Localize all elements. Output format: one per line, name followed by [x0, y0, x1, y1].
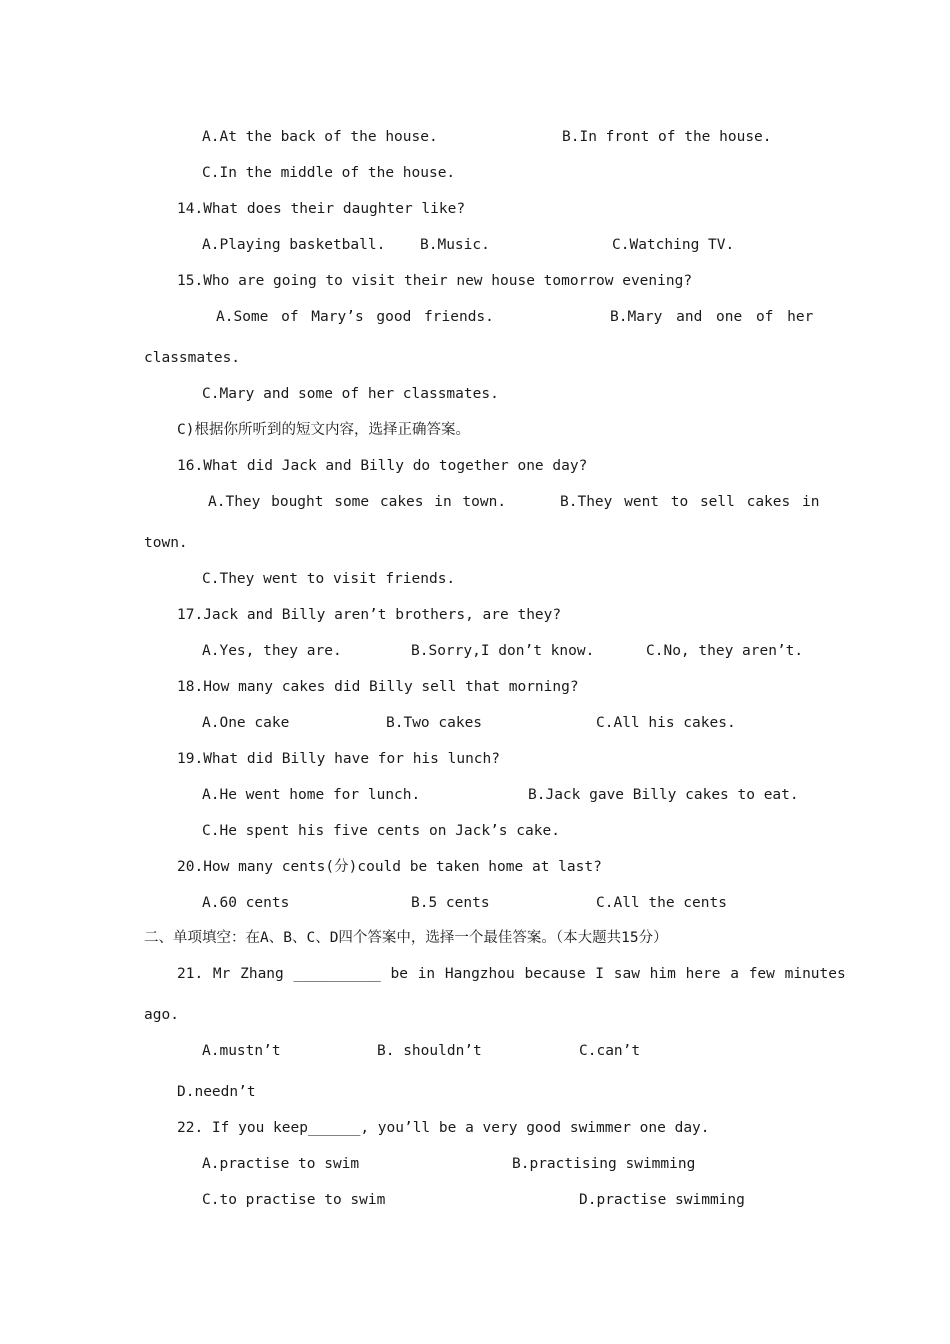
q21-question-continued: ago. — [144, 1007, 179, 1023]
q14-question: 14.What does their daughter like? — [177, 201, 466, 217]
q18-option-b: B.Two cakes — [386, 715, 483, 731]
q21-option-d: D.needn’t — [177, 1084, 256, 1100]
q20-option-a: A.60 cents — [202, 895, 290, 911]
q16-option-c: C.They went to visit friends. — [202, 571, 456, 587]
q15-option-c: C.Mary and some of her classmates. — [202, 386, 499, 402]
part2-heading: 二、单项填空：在A、B、C、D四个答案中，选择一个最佳答案。（本大题共15分） — [144, 930, 668, 946]
q14-option-a: A.Playing basketball. — [202, 237, 386, 253]
q20-question: 20.How many cents(分)could be taken home at last? — [177, 859, 602, 875]
q22-option-a: A.practise to swim — [202, 1156, 360, 1172]
q20-option-b: B.5 cents — [411, 895, 490, 911]
q17-question: 17.Jack and Billy aren’t brothers, are they? — [177, 607, 562, 623]
q13-option-c: C.In the middle of the house. — [202, 165, 456, 181]
q19-option-a: A.He went home for lunch. — [202, 787, 421, 803]
q16-question: 16.What did Jack and Billy do together one day? — [177, 458, 588, 474]
q21-option-c: C.can’t — [579, 1043, 641, 1059]
q18-option-a: A.One cake — [202, 715, 290, 731]
q15-question: 15.Who are going to visit their new house tomorrow evening? — [177, 273, 693, 289]
q17-option-b: B.Sorry,I don’t know. — [411, 643, 595, 659]
q19-option-c: C.He spent his five cents on Jack’s cake. — [202, 823, 560, 839]
section-c-instruction: C)根据你所听到的短文内容，选择正确答案。 — [177, 422, 470, 438]
q17-option-a: A.Yes, they are. — [202, 643, 342, 659]
q21-option-a: A.mustn’t — [202, 1043, 281, 1059]
q14-option-b: B.Music. — [420, 237, 490, 253]
q20-option-c: C.All the cents — [596, 895, 727, 911]
q16-option-a: A.They bought some cakes in town. — [208, 494, 507, 510]
q17-option-c: C.No, they aren’t. — [646, 643, 804, 659]
q14-option-c: C.Watching TV. — [612, 237, 735, 253]
q15-option-b-continued: classmates. — [144, 350, 241, 366]
q13-option-a: A.At the back of the house. — [202, 129, 438, 145]
q18-option-c: C.All his cakes. — [596, 715, 736, 731]
q16-option-b: B.They went to sell cakes in — [560, 494, 820, 510]
q19-option-b: B.Jack gave Billy cakes to eat. — [528, 787, 799, 803]
q13-option-b: B.In front of the house. — [562, 129, 772, 145]
q22-question: 22. If you keep______, you’ll be a very good swimmer one day. — [177, 1120, 710, 1136]
q16-option-b-continued: town. — [144, 535, 188, 551]
q22-option-b: B.practising swimming — [512, 1156, 696, 1172]
q22-option-d: D.practise swimming — [579, 1192, 745, 1208]
q22-option-c: C.to practise to swim — [202, 1192, 386, 1208]
q21-option-b: B. shouldn’t — [377, 1043, 482, 1059]
q15-option-a: A.Some of Mary’s good friends. — [216, 309, 494, 325]
q19-question: 19.What did Billy have for his lunch? — [177, 751, 501, 767]
q21-question: 21. Mr Zhang __________ be in Hangzhou because I saw him here a few minutes — [177, 966, 846, 982]
q18-question: 18.How many cakes did Billy sell that morning? — [177, 679, 579, 695]
q15-option-b: B.Mary and one of her — [610, 309, 814, 325]
